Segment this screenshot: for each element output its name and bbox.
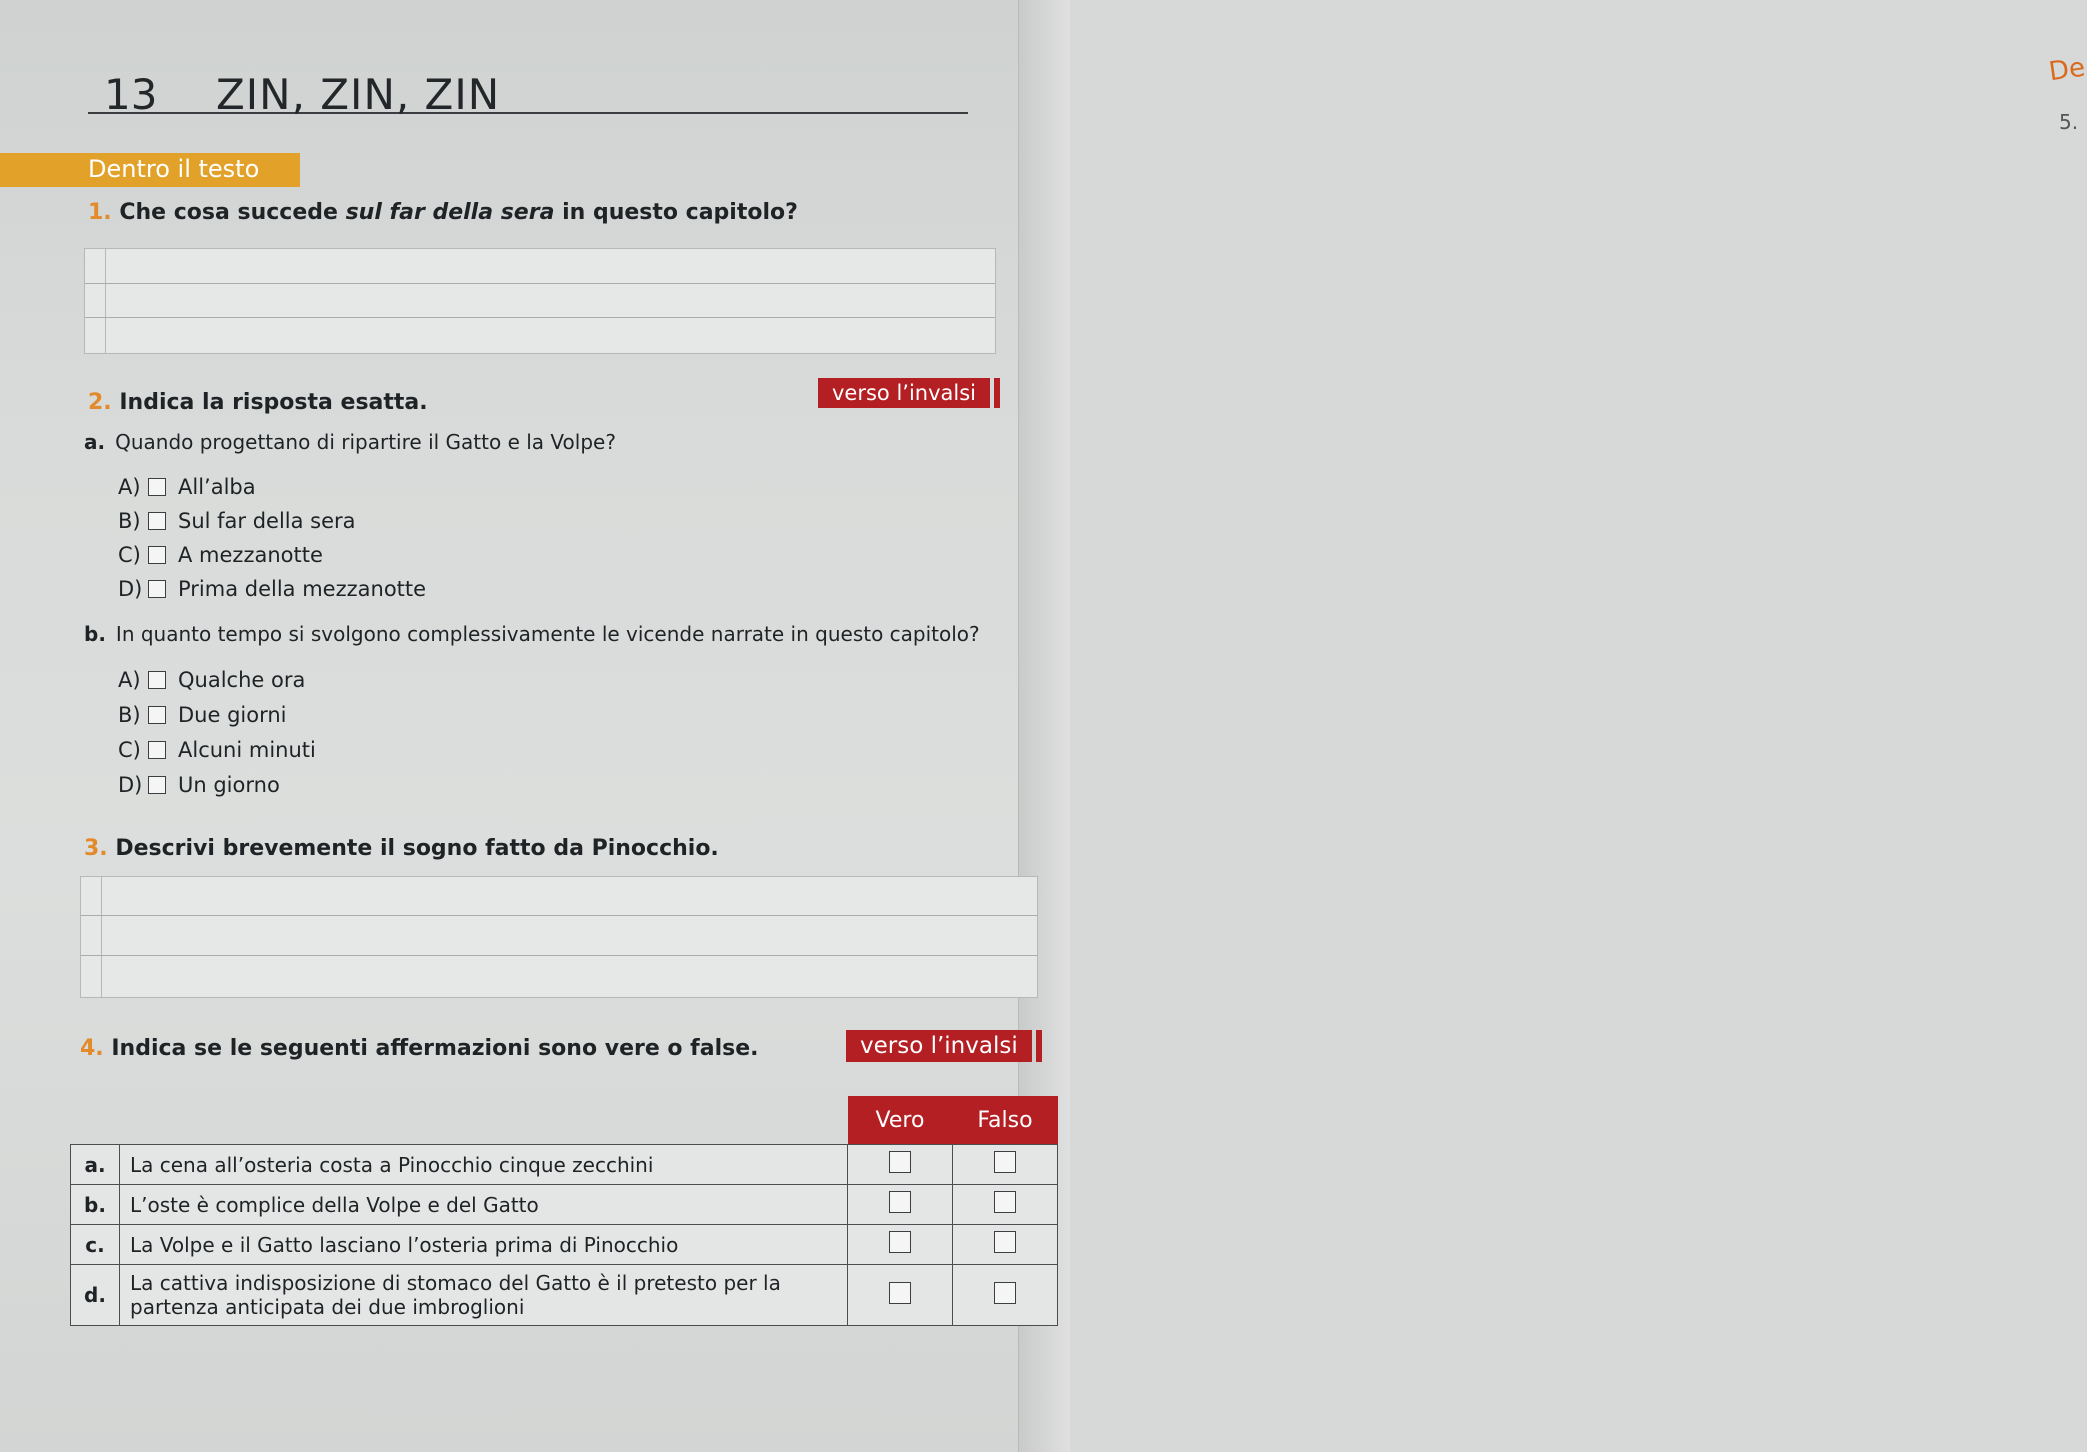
table-header-row xyxy=(71,1096,1058,1145)
vero-checkbox[interactable] xyxy=(889,1282,911,1304)
option-text: Due giorni xyxy=(178,703,287,727)
row-letter: c. xyxy=(71,1225,120,1265)
question-4 xyxy=(80,1036,759,1061)
section-label: Dentro il testo xyxy=(88,155,260,183)
row-letter: d. xyxy=(71,1265,120,1326)
answer-lines-q1[interactable] xyxy=(84,248,996,354)
vero-checkbox[interactable] xyxy=(889,1231,911,1253)
option-2a-D[interactable] xyxy=(118,574,426,604)
section-label-band xyxy=(0,153,300,187)
row-letter: a. xyxy=(71,1145,120,1185)
option-text: Alcuni minuti xyxy=(178,738,316,762)
table-row xyxy=(71,1145,1058,1185)
question-1-text-italic: sul far della sera xyxy=(345,200,555,225)
option-letter: D) xyxy=(118,773,143,797)
chapter-number: 13 xyxy=(104,70,158,119)
option-letter: B) xyxy=(118,703,141,727)
question-2b-letter: b. xyxy=(84,622,106,646)
question-3-text: Descrivi brevemente il sogno fatto da Pinocchio. xyxy=(115,836,719,861)
option-letter: B) xyxy=(118,509,141,533)
checkbox[interactable] xyxy=(148,512,166,530)
question-2a xyxy=(84,430,616,454)
vero-checkbox[interactable] xyxy=(889,1151,911,1173)
column-vero: Vero xyxy=(848,1096,953,1145)
next-page-heading-fragment: De xyxy=(2047,52,2087,88)
chapter-title: ZIN, ZIN, ZIN xyxy=(216,70,501,119)
option-letter: C) xyxy=(118,738,141,762)
option-2a-B[interactable] xyxy=(118,506,356,536)
checkbox[interactable] xyxy=(148,580,166,598)
question-2b-text: In quanto tempo si svolgono complessivamente le vicende narrate in questo capitolo? xyxy=(115,622,980,646)
question-2 xyxy=(88,390,428,415)
question-3 xyxy=(84,836,719,861)
question-2a-text: Quando progettano di ripartire il Gatto e la Volpe? xyxy=(115,430,616,454)
checkbox[interactable] xyxy=(148,776,166,794)
option-2a-C[interactable] xyxy=(118,540,323,570)
table-row xyxy=(71,1185,1058,1225)
falso-checkbox[interactable] xyxy=(994,1282,1016,1304)
falso-checkbox[interactable] xyxy=(994,1231,1016,1253)
checkbox[interactable] xyxy=(148,478,166,496)
vero-checkbox[interactable] xyxy=(889,1191,911,1213)
next-page-number-fragment: 5. xyxy=(2059,110,2079,134)
row-letter: b. xyxy=(71,1185,120,1225)
option-2b-D[interactable] xyxy=(118,770,280,800)
question-4-text: Indica se le seguenti affermazioni sono vere o false. xyxy=(111,1036,759,1061)
checkbox[interactable] xyxy=(148,671,166,689)
option-2b-B[interactable] xyxy=(118,700,287,730)
option-text: Un giorno xyxy=(178,773,280,797)
question-2-number: 2. xyxy=(88,390,112,415)
question-1-number: 1. xyxy=(88,200,112,225)
question-2a-letter: a. xyxy=(84,430,106,454)
question-1 xyxy=(88,200,798,225)
option-letter: A) xyxy=(118,475,141,499)
chapter-heading xyxy=(88,68,968,119)
table-row xyxy=(71,1265,1058,1326)
question-1-text-before: Che cosa succede xyxy=(119,200,346,225)
column-falso: Falso xyxy=(953,1096,1058,1145)
question-2b xyxy=(84,622,980,646)
question-1-text-after: in questo capitolo? xyxy=(554,200,798,225)
question-3-number: 3. xyxy=(84,836,108,861)
row-statement: L’oste è complice della Volpe e del Gatto xyxy=(120,1185,848,1225)
option-text: All’alba xyxy=(178,475,256,499)
falso-checkbox[interactable] xyxy=(994,1151,1016,1173)
answer-lines-q3[interactable] xyxy=(80,876,1038,998)
option-text: Sul far della sera xyxy=(178,509,356,533)
option-text: Qualche ora xyxy=(178,668,306,692)
checkbox[interactable] xyxy=(148,741,166,759)
row-statement: La cena all’osteria costa a Pinocchio cinque zecchini xyxy=(120,1145,848,1185)
true-false-table xyxy=(70,1096,1058,1326)
falso-checkbox[interactable] xyxy=(994,1191,1016,1213)
row-statement: La Volpe e il Gatto lasciano l’osteria prima di Pinocchio xyxy=(120,1225,848,1265)
option-2a-A[interactable] xyxy=(118,472,256,502)
checkbox[interactable] xyxy=(148,546,166,564)
row-statement: La cattiva indisposizione di stomaco del Gatto è il pretesto per la partenza anticipata dei due imbroglioni xyxy=(120,1265,848,1326)
option-2b-A[interactable] xyxy=(118,665,305,695)
invalsi-badge-q2: verso l’invalsi xyxy=(818,378,990,408)
option-letter: A) xyxy=(118,668,141,692)
option-2b-C[interactable] xyxy=(118,735,316,765)
option-letter: C) xyxy=(118,543,141,567)
option-letter: D) xyxy=(118,577,143,601)
checkbox[interactable] xyxy=(148,706,166,724)
question-4-number: 4. xyxy=(80,1036,104,1061)
option-text: Prima della mezzanotte xyxy=(178,577,427,601)
question-2-text: Indica la risposta esatta. xyxy=(119,390,428,415)
table-row xyxy=(71,1225,1058,1265)
invalsi-badge-q4: verso l’invalsi xyxy=(846,1030,1032,1062)
option-text: A mezzanotte xyxy=(178,543,323,567)
